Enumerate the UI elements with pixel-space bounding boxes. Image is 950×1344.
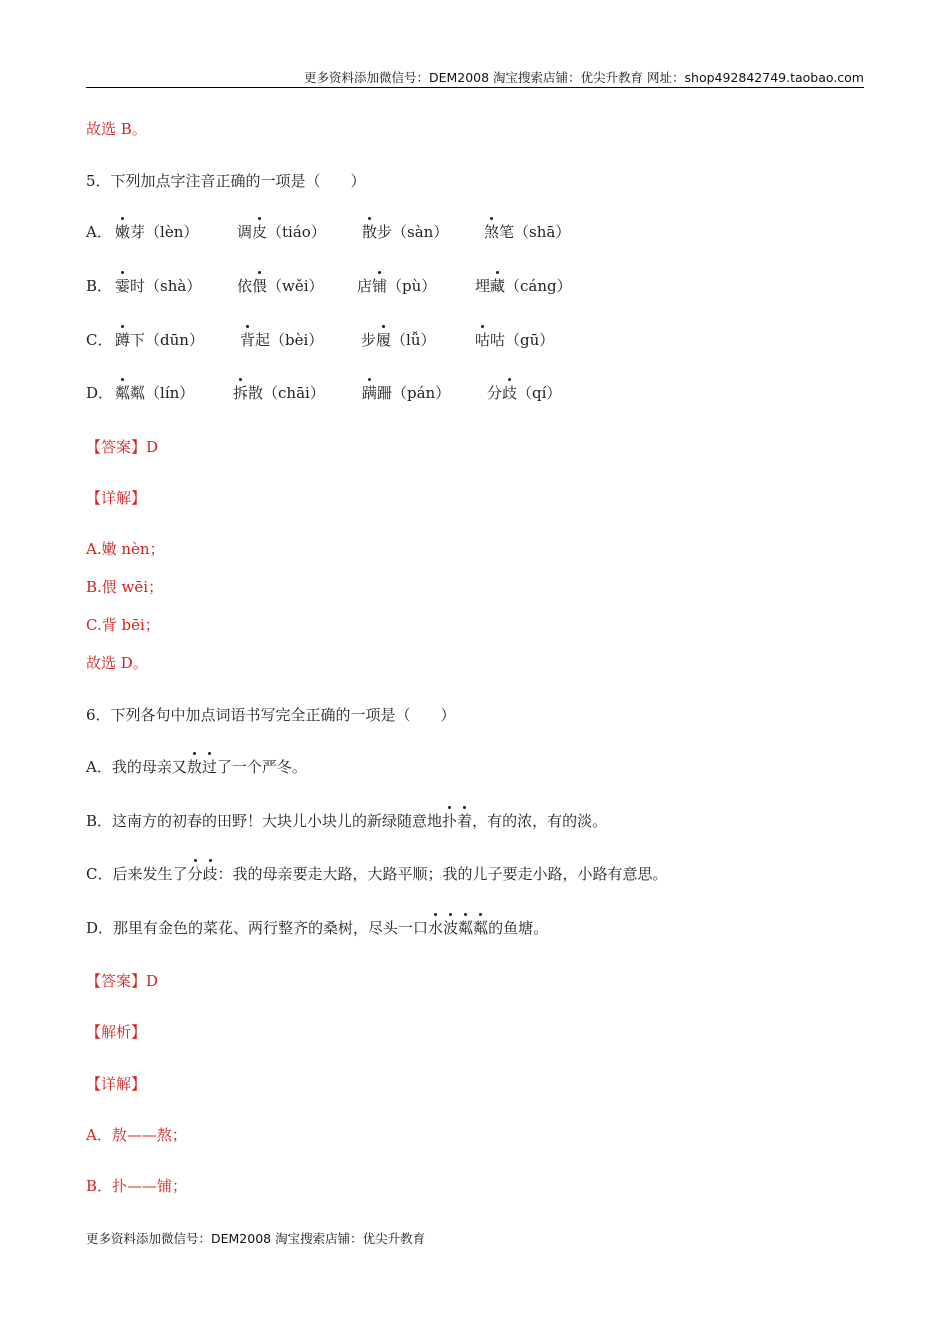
q5-b-item-2 xyxy=(237,275,324,296)
q6-option-a xyxy=(86,756,307,777)
q6-option-d xyxy=(86,917,548,938)
dotted-char: 粼 xyxy=(115,384,131,402)
q6-explain-b: B．扑——铺； xyxy=(86,1177,188,1195)
q5-c-item-1 xyxy=(115,329,204,350)
item-text: （qí） xyxy=(517,384,562,402)
q6-option-c xyxy=(86,863,668,884)
q5-d-item-4 xyxy=(487,382,561,403)
item-text: （wěi） xyxy=(267,277,324,295)
dotted-char: 分 xyxy=(187,865,203,883)
option-label: D． xyxy=(86,919,114,937)
sentence-post: ：我的母亲要走大路，大路平顺；我的儿子要走小路，小路有意思。 xyxy=(217,865,668,883)
item-text: （lǚ） xyxy=(391,331,436,349)
q5-stem: 5．下列加点字注音正确的一项是（ ） xyxy=(86,172,366,190)
q5-a-item-4 xyxy=(484,221,570,242)
dotted-word xyxy=(187,758,217,776)
item-text: （pù） xyxy=(387,277,437,295)
dotted-char: 水 xyxy=(428,919,444,937)
item-text: 步（sàn） xyxy=(377,223,449,241)
dotted-char: 着 xyxy=(457,812,473,830)
item-text: （tiáo） xyxy=(267,223,326,241)
q5-option-b xyxy=(86,275,864,296)
q5-explain-title: 【详解】 xyxy=(86,489,147,507)
q5-b-item-1 xyxy=(115,275,201,296)
item-text: 跚（pán） xyxy=(377,384,451,402)
item-text: 店 xyxy=(357,277,373,295)
item-text: 散（chāi） xyxy=(248,384,325,402)
item-text: （cáng） xyxy=(505,277,572,295)
page-header: 更多资料添加微信号：DEM2008 淘宝搜索店铺：优尖升教育 网址：shop492842749.taobao.com xyxy=(303,70,864,85)
q5-explain-a: A.嫩 nèn； xyxy=(86,540,165,558)
q5-b-item-3 xyxy=(357,275,436,296)
q5-d-item-2 xyxy=(233,382,325,403)
item-text: 粼（lín） xyxy=(130,384,195,402)
option-label: C． xyxy=(86,331,113,349)
q6-explain-title: 【详解】 xyxy=(86,1075,147,1093)
page-footer: 更多资料添加微信号：DEM2008 淘宝搜索店铺：优尖升教育 xyxy=(86,1231,426,1246)
dotted-word xyxy=(188,865,218,883)
option-label: D． xyxy=(86,384,114,402)
q5-c-item-3 xyxy=(361,329,436,350)
sentence-pre: 我的母亲又 xyxy=(111,758,187,776)
q6-option-b xyxy=(86,810,607,831)
dotted-char: 粼 xyxy=(473,919,489,937)
dotted-char: 粼 xyxy=(458,919,474,937)
item-text: 调 xyxy=(237,223,253,241)
dotted-char: 藏 xyxy=(490,277,506,295)
q6-answer: 【答案】D xyxy=(86,972,159,990)
q5-answer: 【答案】D xyxy=(86,438,159,456)
item-text: 步 xyxy=(361,331,377,349)
item-text: 起（bèi） xyxy=(255,331,324,349)
dotted-char: 咕 xyxy=(475,331,491,349)
dotted-char: 波 xyxy=(443,919,459,937)
sentence-pre: 这南方的初春的田野！大块儿小块儿的新绿随意地 xyxy=(112,812,443,830)
sentence-post: ，有的浓，有的淡。 xyxy=(472,812,608,830)
dotted-char: 蹲 xyxy=(115,331,131,349)
prev-conclusion: 故选 B。 xyxy=(86,120,147,138)
dotted-char: 皮 xyxy=(252,223,268,241)
dotted-char: 过 xyxy=(201,758,217,776)
q5-option-c xyxy=(86,329,864,350)
q5-b-item-4 xyxy=(475,275,572,296)
dotted-char: 扑 xyxy=(442,812,458,830)
dotted-char: 散 xyxy=(362,223,378,241)
q5-a-item-2 xyxy=(237,221,326,242)
item-text: 分 xyxy=(487,384,503,402)
dotted-char: 拆 xyxy=(233,384,249,402)
item-text: 笔（shā） xyxy=(499,223,571,241)
dotted-char: 煞 xyxy=(484,223,500,241)
dotted-word xyxy=(428,919,488,937)
dotted-char: 履 xyxy=(376,331,392,349)
q5-conclusion: 故选 D。 xyxy=(86,654,148,672)
dotted-char: 敖 xyxy=(186,758,202,776)
q5-d-item-3 xyxy=(362,382,450,403)
dotted-char: 蹒 xyxy=(362,384,378,402)
option-label: B． xyxy=(86,812,113,830)
option-label: C． xyxy=(86,865,113,883)
q5-explain-b: B.偎 wēi； xyxy=(86,578,164,596)
q5-d-item-1 xyxy=(115,382,194,403)
item-text: 依 xyxy=(237,277,253,295)
sentence-pre: 后来发生了 xyxy=(112,865,188,883)
q5-option-a xyxy=(86,221,864,242)
item-text: 埋 xyxy=(475,277,491,295)
q5-option-d xyxy=(86,382,864,403)
q5-a-item-1 xyxy=(115,221,198,242)
sentence-pre: 那里有金色的菜花、两行整齐的桑树，尽头一口 xyxy=(113,919,429,937)
q6-explain-a: A．敖——熬； xyxy=(86,1126,187,1144)
item-text: 下（dūn） xyxy=(130,331,204,349)
header-divider xyxy=(86,87,864,88)
q5-explain-c: C.背 bēi； xyxy=(86,616,160,634)
dotted-char: 偎 xyxy=(252,277,268,295)
dotted-word xyxy=(442,812,472,830)
dotted-char: 歧 xyxy=(202,865,218,883)
dotted-char: 歧 xyxy=(502,384,518,402)
q6-stem: 6．下列各句中加点词语书写完全正确的一项是（ ） xyxy=(86,706,456,724)
item-text: 时（shà） xyxy=(130,277,202,295)
option-label: B． xyxy=(86,277,113,295)
sentence-post: 的鱼塘。 xyxy=(488,919,549,937)
item-text: 芽（lèn） xyxy=(130,223,199,241)
q6-analysis-title: 【解析】 xyxy=(86,1023,147,1041)
item-text: 咕（gū） xyxy=(490,331,555,349)
q5-a-item-3 xyxy=(362,221,448,242)
option-label: A． xyxy=(86,223,112,241)
sentence-post: 了一个严冬。 xyxy=(216,758,307,776)
q5-c-item-4 xyxy=(475,329,554,350)
dotted-char: 铺 xyxy=(372,277,388,295)
dotted-char: 霎 xyxy=(115,277,131,295)
dotted-char: 嫩 xyxy=(115,223,131,241)
dotted-char: 背 xyxy=(240,331,256,349)
option-label: A． xyxy=(86,758,112,776)
q5-c-item-2 xyxy=(240,329,323,350)
